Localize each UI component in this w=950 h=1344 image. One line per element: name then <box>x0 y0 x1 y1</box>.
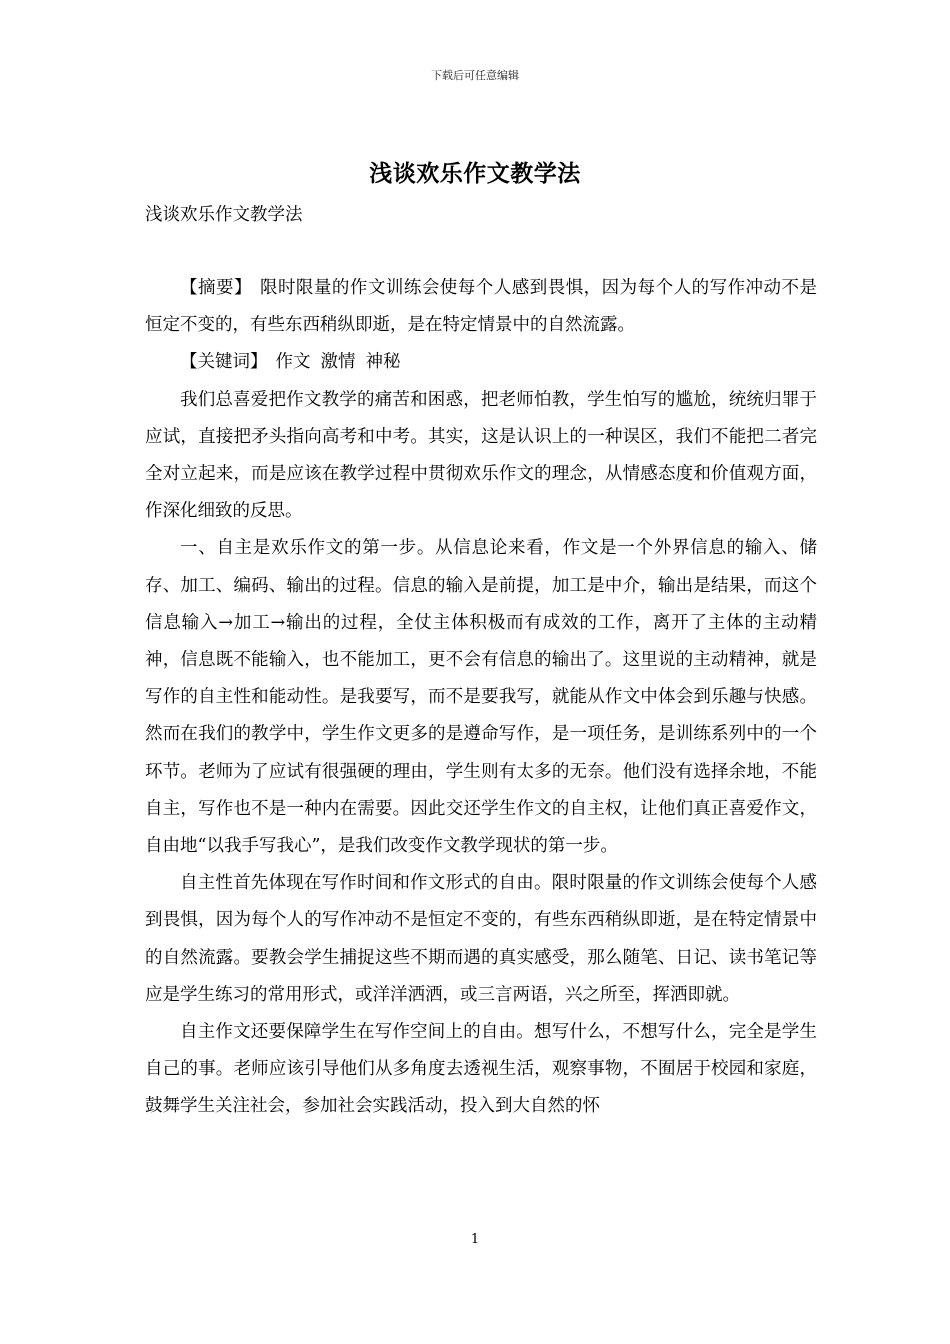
keyword-item: 神秘 <box>365 352 401 373</box>
keywords-paragraph <box>145 344 817 381</box>
abstract-text: 限时限量的作文训练会使每个人感到畏惧，因为每个人的写作冲动不是恒定不变的，有些东西稍纵即逝，是在特定情景中的自然流露。 <box>145 278 818 336</box>
page-number: 1 <box>470 1232 480 1247</box>
document-body <box>145 270 817 1126</box>
document-title: 浅谈欢乐作文教学法 <box>369 160 581 187</box>
abstract-label: 【摘要】 <box>180 278 252 298</box>
keyword-item: 激情 <box>320 352 356 373</box>
body-paragraph: 一、自主是欢乐作文的第一步。从信息论来看，作文是一个外界信息的输入、储存、加工、编码、输出的过程。信息的输入是前提，加工是中介，输出是结果，而这个信息输入→加工→输出的过程，全仗主体积极而有成效的工作，离开了主体的主动精神，信息既不能输入，也不能加工，更不会有信息的输出了。这里说的主动精神，就是写作的自主性和能动性。是我要写，而不是要我写，就能从作文中体会到乐趣与快感。然而在我们的教学中，学生作文更多的是遵命写作，是一项任务，是训练系列中的一个环节。老师为了应试有很强硬的理由，学生则有太多的无奈。他们没有选择余地，不能自主，写作也不是一种内在需要。因此交还学生作文的自主权，让他们真正喜爱作文，自由地“以我手写我心”，是我们改变作文教学现状的第一步。 <box>145 538 817 857</box>
document-subtitle: 浅谈欢乐作文教学法 <box>145 205 303 225</box>
header-note: 下载后可任意编辑 <box>431 69 519 82</box>
body-paragraph: 自主作文还要保障学生在写作空间上的自由。想写什么，不想写什么，完全是学生自己的事。老师应该引导他们从多角度去透视生活，观察事物，不囿居于校园和家庭，鼓舞学生关注社会，参加社会实践活动，投入到大自然的怀 <box>145 1022 817 1117</box>
abstract-paragraph <box>145 270 817 344</box>
body-paragraph: 我们总喜爱把作文教学的痛苦和困惑，把老师怕教，学生怕写的尴尬，统统归罪于应试，直接把矛头指向高考和中考。其实，这是认识上的一种误区，我们不能把二者完全对立起来，而是应该在教学过程中贯彻欢乐作文的理念，从情感态度和价值观方面，作深化细致的反思。 <box>145 389 817 522</box>
body-paragraph: 自主性首先体现在写作时间和作文形式的自由。限时限量的作文训练会使每个人感到畏惧，因为每个人的写作冲动不是恒定不变的，有些东西稍纵即逝，是在特定情景中的自然流露。要教会学生捕捉这些不期而遇的真实感受，那么随笔、日记、读书笔记等应是学生练习的常用形式，或洋洋洒洒，或三言两语，兴之所至，挥洒即就。 <box>145 873 817 1005</box>
keyword-item: 作文 <box>275 352 311 373</box>
keywords-label: 【关键词】 <box>180 352 268 373</box>
